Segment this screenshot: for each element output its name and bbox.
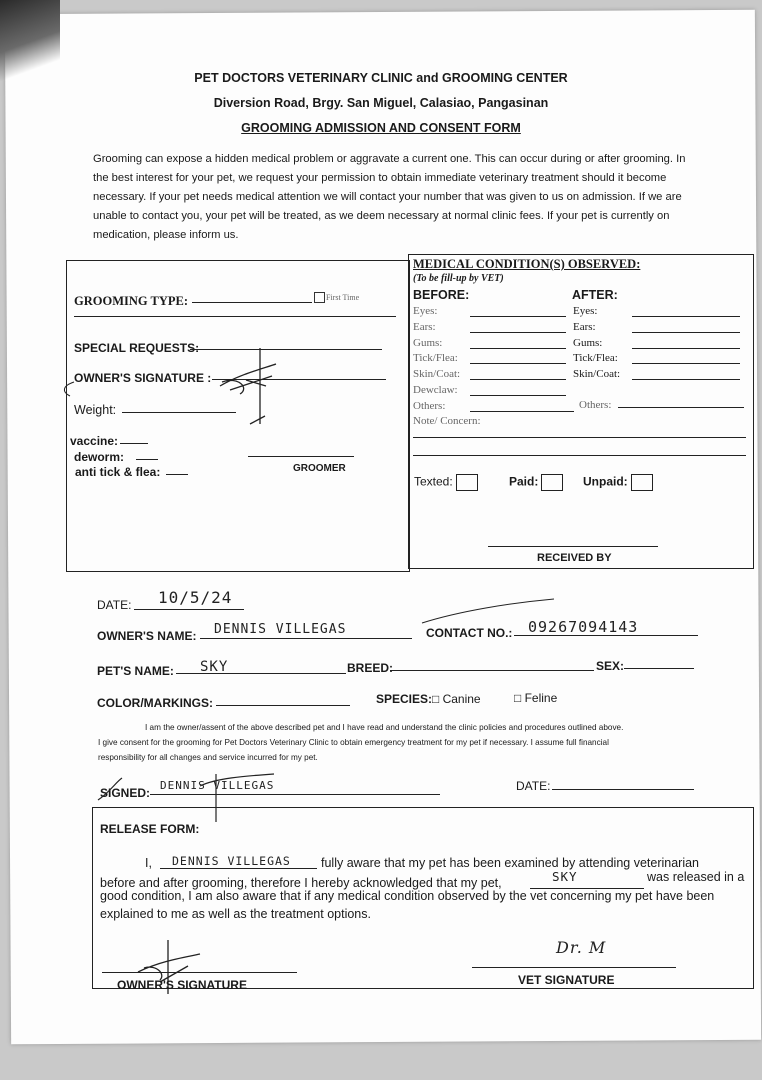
contact-label: CONTACT NO.: — [426, 626, 513, 640]
owner-signature-label: OWNER'S SIGNATURE : — [74, 371, 212, 385]
owner-name-value: DENNIS VILLEGAS — [214, 622, 347, 637]
after-item-label: Tick/Flea: — [573, 352, 618, 365]
sex-label: SEX: — [596, 659, 625, 673]
first-time-checkbox[interactable] — [314, 292, 325, 303]
pet-name-value: SKY — [200, 659, 229, 675]
release-text-2: before and after grooming, therefore I hereby acknowledged that my pet, — [100, 876, 502, 890]
special-requests-label: SPECIAL REQUESTS: — [74, 341, 200, 355]
grooming-type-field-2[interactable] — [74, 316, 396, 317]
species-label: SPECIES: — [376, 692, 433, 706]
after-item-field[interactable] — [632, 332, 740, 333]
unpaid-label — [583, 474, 653, 491]
after-item-label: Ears: — [573, 320, 596, 333]
before-item-label: Ears: — [413, 320, 436, 333]
received-by-label: RECEIVED BY — [537, 552, 612, 564]
note-line-1[interactable] — [413, 437, 746, 438]
note-label: Note/ Concern: — [413, 415, 481, 427]
canine-option[interactable]: □ Canine — [432, 692, 481, 706]
after-item-label: Gums: — [573, 336, 603, 349]
after-item-label: Skin/Coat: — [573, 368, 621, 381]
color-field[interactable] — [216, 705, 350, 706]
pet-name-label: PET'S NAME: — [97, 664, 174, 678]
date-value: 10/5/24 — [158, 588, 233, 607]
release-owner-field[interactable] — [160, 868, 317, 869]
anti-tick-label: anti tick & flea: — [75, 465, 161, 479]
groomer-label: GROOMER — [293, 463, 346, 474]
before-item-field[interactable] — [470, 395, 566, 396]
owner-signature-scribble — [210, 346, 280, 426]
bracket-mark — [58, 380, 88, 400]
consent-date-label: DATE: — [516, 779, 551, 793]
before-item-label: Tick/Flea: — [413, 352, 458, 365]
first-time-label: First Time — [326, 293, 360, 302]
consent-date-field[interactable] — [552, 789, 694, 790]
medical-subtitle: (To be fill-up by VET) — [413, 273, 504, 284]
before-item-field[interactable] — [470, 348, 566, 349]
vet-signature-field[interactable] — [472, 967, 676, 968]
owner-name-field[interactable] — [200, 638, 412, 639]
after-item-label: Eyes: — [573, 305, 598, 317]
grooming-type-field[interactable] — [192, 302, 312, 303]
contact-value: 09267094143 — [528, 618, 639, 636]
before-item-label: Eyes: — [413, 305, 438, 317]
before-item-label: Skin/Coat: — [413, 368, 461, 381]
clinic-name: PET DOCTORS VETERINARY CLINIC and GROOMING CENTER — [194, 71, 568, 85]
release-owner-value: DENNIS VILLEGAS — [172, 854, 291, 868]
texted-checkbox[interactable] — [456, 474, 478, 491]
after-others-label: Others: — [579, 399, 612, 411]
scan-shadow — [0, 0, 60, 95]
texted-label — [414, 474, 478, 491]
release-pet-value: SKY — [552, 869, 578, 884]
signed-value: DENNIS VILLEGAS — [160, 779, 275, 792]
consent-line-2: I give consent for the grooming for Pet Doctors Veterinary Clinic to obtain emergency treatment for my pet if necessary. I assume full financial — [98, 738, 609, 747]
after-label: AFTER: — [572, 288, 618, 302]
before-item-field[interactable] — [470, 411, 574, 412]
note-line-2[interactable] — [413, 455, 746, 456]
paid-label — [509, 474, 563, 491]
vaccine-label: vaccine: — [70, 434, 119, 448]
breed-label: BREED: — [347, 661, 394, 675]
groomer-signature-field[interactable] — [248, 456, 354, 457]
intro-paragraph: Grooming can expose a hidden medical problem or aggravate a current one. This can occur during or after grooming. In the best interest for your pet, we request your permission to obtain immediate veterinary treatment should it become necessary. If your pet needs medical attention we will contact your number that was given to us on admission. If we are unable to contact you, your pet will be treated, as we deem necessary at normal clinic fees. If your pet is currently on medication, please inform us. — [93, 153, 686, 241]
form-title: GROOMING ADMISSION AND CONSENT FORM — [241, 121, 521, 135]
release-text-4: good condition, I am also aware that if any medical condition observed by the vet concerning my pet have been — [100, 889, 715, 903]
release-i-label: I, — [145, 856, 152, 870]
after-item-field[interactable] — [632, 348, 740, 349]
deworm-field[interactable] — [136, 459, 158, 460]
weight-field[interactable] — [122, 412, 236, 413]
vaccine-field[interactable] — [120, 443, 148, 444]
after-item-field[interactable] — [632, 316, 740, 317]
after-others-field[interactable] — [618, 407, 744, 408]
consent-line-1: I am the owner/assent of the above described pet and I have read and understand the clinic policies and procedures outlined above. — [145, 723, 624, 732]
medical-title: MEDICAL CONDITION(S) OBSERVED: — [413, 257, 641, 271]
vet-signature-label: VET SIGNATURE — [518, 973, 615, 987]
unpaid-checkbox[interactable] — [631, 474, 653, 491]
breed-field[interactable] — [390, 670, 594, 671]
before-item-field[interactable] — [470, 316, 566, 317]
before-item-label: Gums: — [413, 336, 443, 349]
anti-tick-field[interactable] — [166, 474, 188, 475]
after-item-field[interactable] — [632, 363, 740, 364]
weight-label: Weight: — [74, 403, 117, 417]
sex-field[interactable] — [624, 668, 694, 669]
before-label: BEFORE: — [413, 288, 470, 302]
before-item-field[interactable] — [470, 332, 566, 333]
color-label: COLOR/MARKINGS: — [97, 696, 213, 710]
clinic-address: Diversion Road, Brgy. San Miguel, Calasiao, Pangasinan — [213, 96, 549, 110]
release-text-3: was released in a — [647, 870, 745, 884]
vet-signature-value: Dr. M — [556, 938, 607, 957]
release-text-5: explained to me as well as the treatment options. — [100, 907, 371, 921]
received-by-field[interactable] — [488, 546, 658, 547]
date-field[interactable] — [134, 609, 244, 610]
feline-option[interactable]: □ Feline — [514, 691, 558, 705]
paid-text: Paid: — [509, 474, 539, 489]
before-item-field[interactable] — [470, 363, 566, 364]
signed-label: SIGNED: — [100, 786, 151, 800]
deworm-label: deworm: — [74, 450, 125, 464]
consent-line-3: responsibility for all changes and service incurred for my pet. — [98, 753, 318, 762]
texted-text: Texted: — [414, 474, 453, 489]
before-item-field[interactable] — [470, 379, 566, 380]
before-item-label: Others: — [413, 399, 446, 412]
grooming-type-label: GROOMING TYPE: — [74, 294, 189, 308]
before-item-label: Dewclaw: — [413, 384, 458, 396]
owner-release-signature-label: OWNER'S SIGNATURE — [117, 978, 247, 992]
release-title: RELEASE FORM: — [100, 822, 200, 836]
release-text-1: fully aware that my pet has been examined by attending veterinarian — [321, 856, 700, 870]
owner-name-label: OWNER'S NAME: — [97, 629, 197, 643]
date-label: DATE: — [97, 598, 132, 612]
unpaid-text: Unpaid: — [583, 474, 628, 489]
paid-checkbox[interactable] — [541, 474, 563, 491]
after-item-field[interactable] — [632, 379, 740, 380]
